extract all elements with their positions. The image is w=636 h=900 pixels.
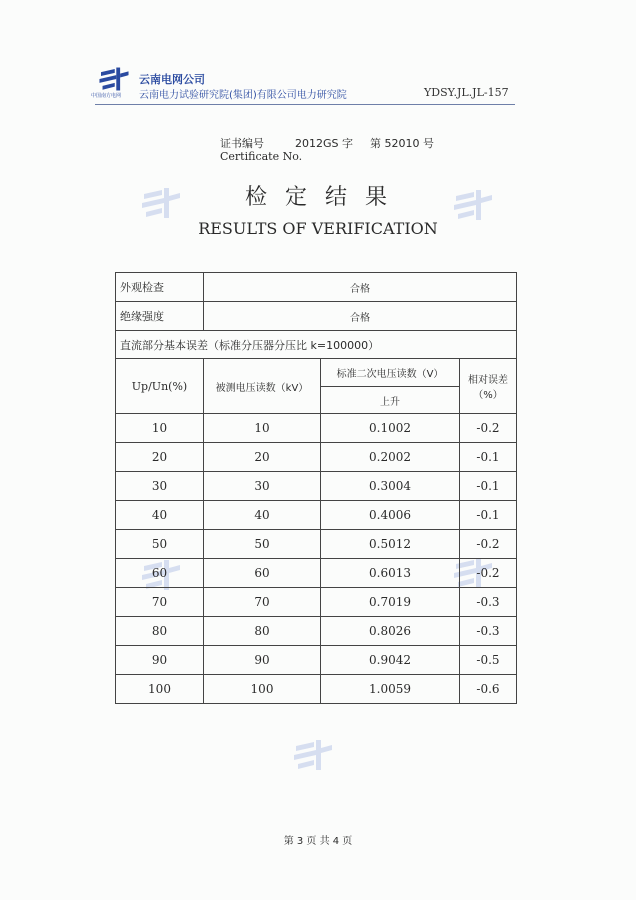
insulation-value: 合格 xyxy=(204,302,517,331)
certificate-main-number: 第 52010 号 xyxy=(370,137,434,150)
table-row xyxy=(116,530,517,559)
cell-standard: 0.5012 xyxy=(321,530,460,559)
certificate-label: 证书编号 xyxy=(220,137,264,150)
cell-standard: 1.0059 xyxy=(321,675,460,704)
certificate-prefix: 2012GS 字 xyxy=(295,137,353,150)
cell-measured: 50 xyxy=(204,530,321,559)
col-header-error-label: 相对误差 xyxy=(468,375,508,386)
table-row xyxy=(116,559,517,588)
table-row xyxy=(116,646,517,675)
table-row xyxy=(116,617,517,646)
page-title-en: RESULTS OF VERIFICATION xyxy=(198,219,438,238)
appearance-value: 合格 xyxy=(204,273,517,302)
col-header-error xyxy=(460,359,517,414)
page-number: 第 3 页 共 4 页 xyxy=(283,836,353,847)
cell-measured: 70 xyxy=(204,588,321,617)
cell-standard: 0.2002 xyxy=(321,443,460,472)
cell-standard: 0.6013 xyxy=(321,559,460,588)
cell-error: -0.6 xyxy=(460,675,517,704)
cell-ratio: 100 xyxy=(116,675,204,704)
cell-measured: 80 xyxy=(204,617,321,646)
table-row xyxy=(116,501,517,530)
cell-error: -0.1 xyxy=(460,443,517,472)
cell-error: -0.3 xyxy=(460,617,517,646)
table-row xyxy=(116,675,517,704)
cell-standard: 0.9042 xyxy=(321,646,460,675)
cell-error: -0.5 xyxy=(460,646,517,675)
insulation-label: 绝缘强度 xyxy=(116,302,204,331)
cell-standard: 0.8026 xyxy=(321,617,460,646)
cell-ratio: 40 xyxy=(116,501,204,530)
cell-ratio: 50 xyxy=(116,530,204,559)
dc-error-label: 直流部分基本误差（标准分压器分压比 k=100000） xyxy=(116,331,517,359)
cell-error: -0.2 xyxy=(460,530,517,559)
watermark-icon xyxy=(292,738,334,772)
cell-ratio: 70 xyxy=(116,588,204,617)
table-row xyxy=(116,414,517,443)
cell-error: -0.1 xyxy=(460,501,517,530)
col-header-standard-sub: 上升 xyxy=(321,387,460,414)
cell-ratio: 30 xyxy=(116,472,204,501)
results-table xyxy=(115,272,517,704)
cell-standard: 0.4006 xyxy=(321,501,460,530)
table-row xyxy=(116,331,517,359)
cell-measured: 40 xyxy=(204,501,321,530)
col-header-standard: 标准二次电压读数（V） xyxy=(321,359,460,387)
cell-ratio: 20 xyxy=(116,443,204,472)
cell-measured: 10 xyxy=(204,414,321,443)
cell-measured: 90 xyxy=(204,646,321,675)
col-header-ratio: Up/Un(%) xyxy=(116,359,204,414)
cell-ratio: 10 xyxy=(116,414,204,443)
cell-standard: 0.1002 xyxy=(321,414,460,443)
appearance-label: 外观检查 xyxy=(116,273,204,302)
cell-ratio: 80 xyxy=(116,617,204,646)
table-header-row xyxy=(116,359,517,387)
cell-standard: 0.7019 xyxy=(321,588,460,617)
cell-standard: 0.3004 xyxy=(321,472,460,501)
table-row xyxy=(116,588,517,617)
cell-measured: 30 xyxy=(204,472,321,501)
col-header-error-unit: （%） xyxy=(473,390,503,401)
col-header-measured: 被测电压读数（kV） xyxy=(204,359,321,414)
cell-ratio: 90 xyxy=(116,646,204,675)
cell-ratio: 60 xyxy=(116,559,204,588)
certificate-number xyxy=(220,135,434,151)
table-row xyxy=(116,443,517,472)
logo-caption: 中国南方电网 xyxy=(91,93,122,99)
cell-error: -0.3 xyxy=(460,588,517,617)
cell-error: -0.2 xyxy=(460,414,517,443)
table-row xyxy=(116,472,517,501)
cell-error: -0.1 xyxy=(460,472,517,501)
cell-measured: 60 xyxy=(204,559,321,588)
cell-measured: 100 xyxy=(204,675,321,704)
certificate-label-en: Certificate No. xyxy=(220,150,303,163)
cell-error: -0.2 xyxy=(460,559,517,588)
document-code: YDSY.JL.JL-157 xyxy=(424,86,509,99)
org-name: 云南电网公司 xyxy=(139,73,205,86)
table-row xyxy=(116,273,517,302)
table-row xyxy=(116,302,517,331)
header-divider xyxy=(95,104,515,105)
cell-measured: 20 xyxy=(204,443,321,472)
org-subtitle: 云南电力试验研究院(集团)有限公司电力研究院 xyxy=(139,90,347,101)
page-title: 检定结果 xyxy=(244,185,405,210)
